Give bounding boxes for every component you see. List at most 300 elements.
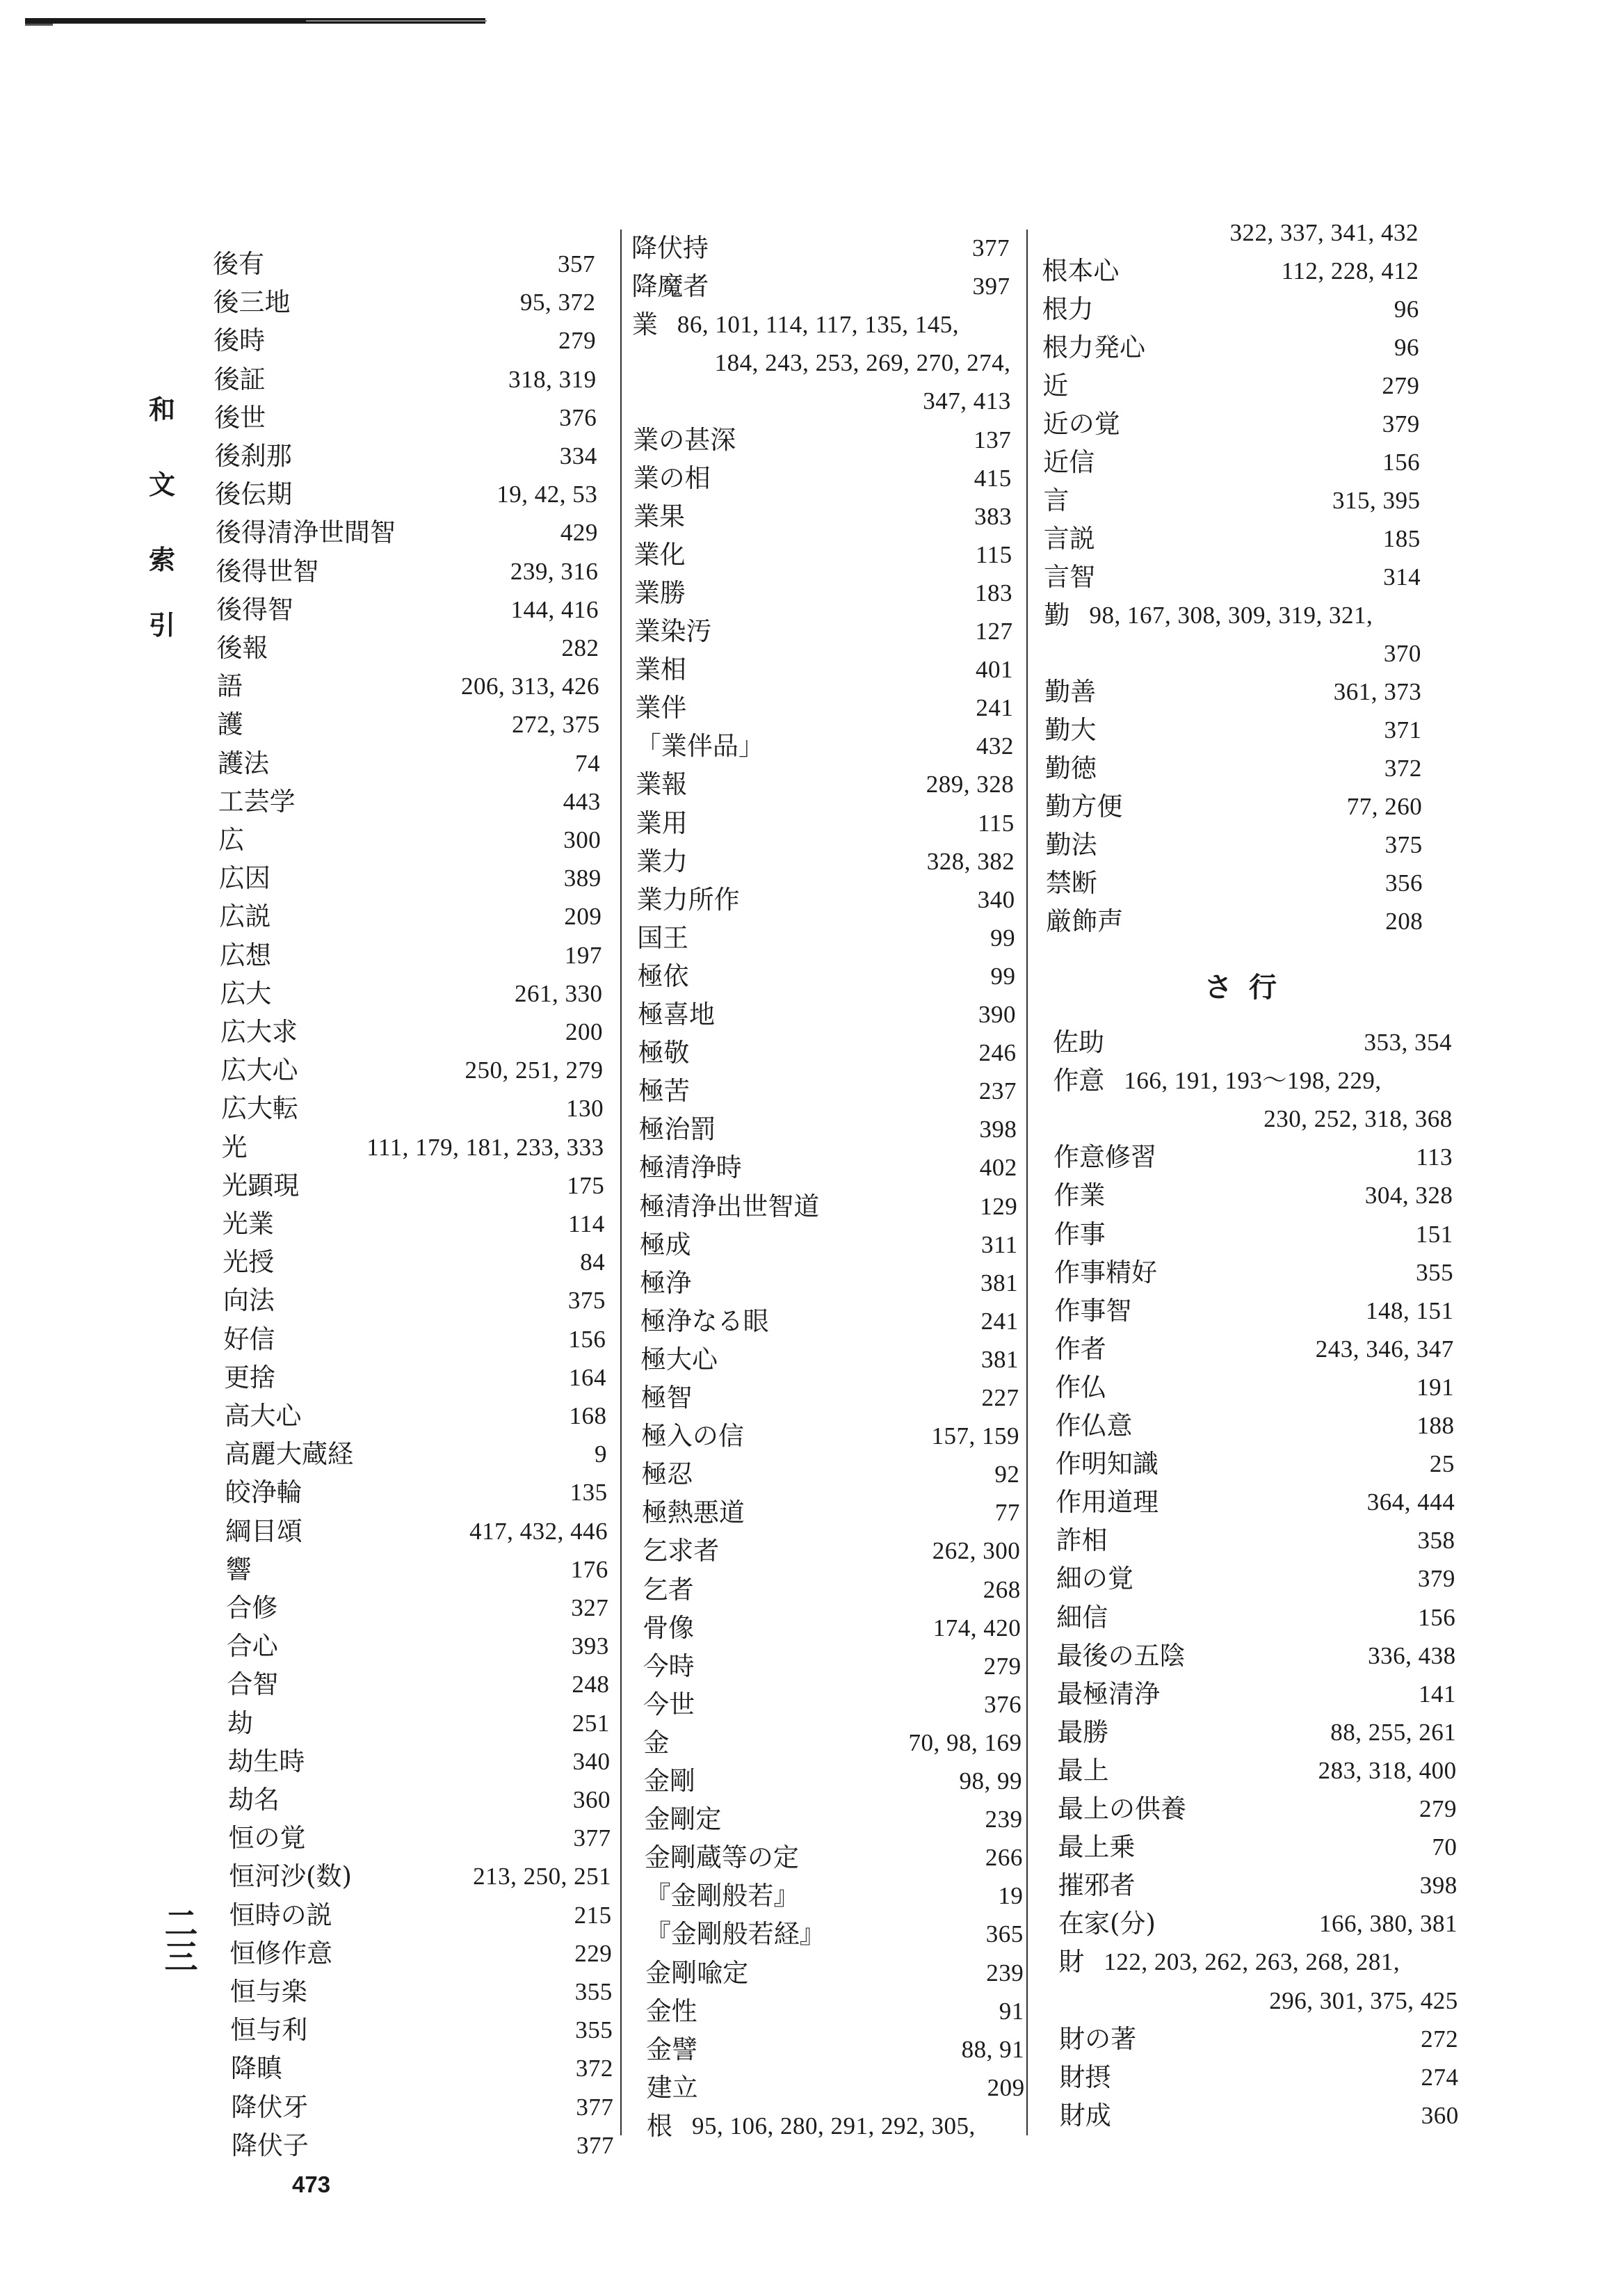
index-term: 業力所作 — [636, 884, 740, 915]
index-term: 降伏子 — [231, 2130, 309, 2160]
index-term: 乞求者 — [642, 1536, 720, 1566]
index-pages: 377 — [576, 2093, 614, 2121]
index-pages: 375 — [567, 1287, 606, 1315]
index-entry — [224, 1359, 606, 1397]
index-entry — [226, 1551, 608, 1589]
index-entry — [645, 1839, 1023, 1877]
index-entry — [635, 651, 1013, 689]
index-term: 業勝 — [634, 577, 686, 608]
index-term: 作者 — [1054, 1333, 1106, 1364]
index-entry — [220, 1013, 603, 1051]
index-term: 近信 — [1043, 447, 1095, 477]
index-term: 勤方便 — [1045, 792, 1123, 821]
index-pages: 279 — [1382, 372, 1420, 399]
index-entry — [227, 1666, 609, 1703]
index-pages: 371 — [1384, 716, 1422, 744]
index-entry — [647, 2108, 1025, 2145]
index-pages: 361, 373 — [1333, 678, 1422, 705]
index-term: 後報 — [216, 633, 268, 663]
index-term: 極清浄時 — [638, 1153, 742, 1183]
index-entry — [1044, 635, 1421, 673]
index-term: 財摂 — [1059, 2062, 1111, 2092]
index-pages: 364, 444 — [1366, 1488, 1455, 1516]
index-pages: 322, 337, 341, 432 — [1229, 219, 1419, 246]
index-term: 極大心 — [640, 1344, 718, 1374]
index-pages: 111, 179, 181, 233, 333 — [366, 1133, 604, 1161]
index-pages: 122, 203, 262, 263, 268, 281, — [1104, 1948, 1400, 1976]
index-pages: 336, 438 — [1368, 1641, 1456, 1669]
index-term: 恒修作意 — [229, 1938, 333, 1968]
index-entry — [631, 268, 1010, 305]
index-term: 作仏意 — [1055, 1411, 1133, 1440]
index-pages: 365 — [985, 1920, 1024, 1948]
index-entry — [633, 422, 1011, 459]
index-entry — [1058, 1905, 1458, 1943]
index-term: 降魔者 — [631, 271, 709, 302]
index-pages: 340 — [572, 1747, 611, 1775]
index-pages: 262, 300 — [932, 1537, 1021, 1565]
index-pages: 239, 316 — [510, 557, 599, 585]
index-pages: 213, 250, 251 — [473, 1863, 612, 1890]
index-term: 乞者 — [642, 1574, 694, 1605]
index-entry — [1058, 1790, 1457, 1828]
index-term: 極清浄出世智道 — [639, 1191, 820, 1221]
index-entry — [1057, 1676, 1456, 1713]
index-term: 最上乗 — [1058, 1832, 1136, 1863]
index-entry — [1057, 1637, 1456, 1675]
index-term: 極入の信 — [640, 1421, 744, 1452]
index-entry — [636, 766, 1014, 803]
index-entry — [1044, 673, 1421, 711]
index-pages: 151 — [1415, 1220, 1453, 1248]
index-term: 最上 — [1057, 1755, 1109, 1785]
index-entry — [213, 246, 595, 283]
index-pages: 70 — [1432, 1833, 1458, 1861]
index-term: 禁断 — [1045, 868, 1097, 898]
index-term: 極喜地 — [638, 1000, 715, 1029]
side-label-4: 引 — [149, 609, 176, 641]
index-entry — [227, 1705, 610, 1742]
index-entry — [644, 1801, 1022, 1838]
index-term: 劫生時 — [227, 1746, 305, 1776]
index-pages: 261, 330 — [514, 979, 603, 1007]
index-term: 恒時の説 — [229, 1900, 332, 1930]
index-pages: 377 — [972, 234, 1010, 262]
index-pages: 168 — [569, 1402, 607, 1429]
index-pages: 230, 252, 318, 368 — [1263, 1105, 1453, 1133]
index-term: 恒与利 — [230, 2015, 308, 2046]
index-term: 在家(分) — [1058, 1909, 1156, 1939]
index-pages: 248 — [572, 1671, 610, 1699]
index-term: 作事 — [1053, 1219, 1106, 1249]
index-entry — [1058, 1943, 1458, 1981]
index-entry — [225, 1397, 607, 1435]
index-pages: 355 — [575, 2016, 613, 2044]
index-term: 広説 — [219, 901, 271, 932]
index-entry — [635, 613, 1013, 650]
index-entry — [641, 1418, 1019, 1455]
index-term: 降伏牙 — [231, 2092, 309, 2122]
index-term: 響 — [225, 1554, 252, 1584]
index-term: 最勝 — [1057, 1717, 1109, 1747]
index-entry — [1055, 1331, 1454, 1368]
index-entry — [636, 728, 1014, 765]
index-entry — [645, 1877, 1023, 1915]
index-term: 極智 — [640, 1383, 693, 1413]
index-term: 業報 — [636, 769, 688, 800]
index-pages: 239 — [986, 1959, 1024, 1986]
index-entry — [225, 1436, 607, 1473]
index-term: 「業伴品」 — [635, 731, 764, 762]
index-term: 極治罰 — [638, 1114, 716, 1145]
index-entry — [633, 383, 1011, 420]
index-entry — [229, 1820, 611, 1857]
index-term: 業の相 — [633, 463, 711, 493]
index-entry — [229, 1897, 612, 1934]
index-pages: 99 — [990, 962, 1016, 990]
index-entry — [1059, 2059, 1458, 2096]
column-divider-1 — [620, 230, 622, 2135]
index-term: 詐相 — [1056, 1525, 1108, 1556]
index-term: 合修 — [226, 1593, 278, 1623]
index-pages: 166, 380, 381 — [1319, 1910, 1458, 1938]
top-rule-thin — [306, 20, 487, 22]
index-term: 極苦 — [638, 1076, 690, 1107]
index-term: 広想 — [219, 940, 271, 970]
index-pages: 251 — [572, 1709, 610, 1737]
side-label-1: 和 — [149, 394, 176, 425]
index-entry — [631, 230, 1010, 267]
index-entry — [638, 1034, 1016, 1072]
index-pages: 357 — [558, 250, 595, 278]
index-pages: 166, 191, 193〜198, 229, — [1124, 1067, 1382, 1095]
index-entry — [1056, 1484, 1455, 1521]
index-pages: 314 — [1383, 563, 1421, 591]
index-pages: 92 — [994, 1461, 1020, 1488]
index-entry — [1056, 1445, 1455, 1483]
index-entry — [1056, 1599, 1455, 1637]
index-term: 綱目頌 — [225, 1516, 303, 1546]
index-pages: 334 — [559, 442, 597, 469]
index-pages: 96 — [1394, 296, 1419, 323]
index-term: 後得世智 — [216, 556, 319, 586]
index-term: 『金剛般若経』 — [645, 1919, 825, 1950]
index-pages: 184, 243, 253, 269, 270, 274, — [714, 349, 1011, 377]
index-term: 護法 — [218, 748, 270, 778]
index-entry — [221, 1090, 604, 1127]
index-pages: 376 — [984, 1690, 1022, 1718]
index-pages: 401 — [975, 656, 1013, 684]
index-pages: 372 — [575, 2055, 613, 2082]
index-pages: 393 — [571, 1632, 609, 1660]
index-pages: 237 — [978, 1077, 1017, 1105]
index-term: 最上の供養 — [1058, 1794, 1186, 1824]
index-term: 厳飾声 — [1046, 906, 1124, 936]
index-pages: 98, 99 — [959, 1767, 1022, 1795]
index-pages: 156 — [1418, 1603, 1456, 1631]
index-pages: 135 — [570, 1479, 608, 1507]
index-entry — [636, 843, 1015, 881]
index-pages: 250, 251, 279 — [465, 1057, 604, 1084]
index-pages: 377 — [576, 2131, 614, 2159]
index-entry — [1043, 406, 1420, 443]
index-entry — [638, 1073, 1017, 1110]
index-entry — [643, 1609, 1021, 1647]
index-term: 向法 — [223, 1285, 275, 1316]
index-entry — [639, 1149, 1017, 1187]
index-pages: 390 — [978, 1001, 1016, 1028]
index-entry — [1053, 1100, 1453, 1138]
index-pages: 375 — [1384, 831, 1423, 858]
index-term: 広因 — [218, 863, 270, 894]
index-entry — [216, 591, 599, 629]
index-entry — [1043, 444, 1420, 481]
index-entry — [638, 958, 1016, 995]
index-term: 合心 — [226, 1631, 278, 1662]
index-term: 業染汚 — [634, 616, 712, 646]
index-pages: 372 — [1384, 755, 1422, 782]
index-pages: 227 — [981, 1384, 1019, 1411]
index-term: 合智 — [227, 1669, 279, 1700]
index-pages: 243, 346, 347 — [1315, 1335, 1454, 1363]
index-term: 金譬 — [646, 2034, 698, 2064]
index-pages: 209 — [564, 903, 602, 931]
index-term: 金剛 — [644, 1766, 695, 1796]
index-term: 護 — [217, 709, 243, 740]
index-entry — [226, 1589, 608, 1627]
index-term: 金剛蔵等の定 — [644, 1843, 799, 1873]
index-pages: 137 — [974, 426, 1012, 453]
index-entry — [215, 476, 597, 513]
index-term: 広大 — [220, 978, 272, 1009]
index-term: 『金剛般若』 — [645, 1881, 800, 1911]
index-term: 今世 — [643, 1689, 695, 1719]
index-term: 後証 — [213, 364, 266, 394]
index-entry — [1056, 1522, 1455, 1559]
index-pages: 272, 375 — [512, 711, 600, 739]
index-entry — [632, 344, 1010, 382]
index-pages: 25 — [1429, 1450, 1455, 1478]
index-pages: 188 — [1416, 1412, 1455, 1439]
index-term: 今時 — [643, 1651, 695, 1681]
index-term: 降伏持 — [631, 233, 709, 263]
index-entry — [641, 1379, 1019, 1417]
index-pages: 197 — [564, 941, 602, 969]
index-pages: 356 — [1384, 869, 1423, 897]
index-term: 極浄 — [640, 1267, 692, 1298]
index-pages: 282 — [561, 634, 599, 661]
index-entry — [216, 553, 598, 591]
side-label-3: 索 — [149, 544, 176, 575]
index-entry — [640, 1265, 1018, 1302]
index-term: 勤法 — [1045, 830, 1097, 860]
index-pages: 88, 91 — [961, 2035, 1025, 2063]
index-term: 業相 — [634, 655, 686, 685]
index-entry — [1042, 291, 1419, 328]
index-pages: 239 — [985, 1806, 1023, 1833]
index-pages: 266 — [985, 1844, 1023, 1872]
index-entry — [634, 575, 1012, 612]
index-entry — [644, 1763, 1022, 1800]
index-entry — [218, 821, 601, 859]
index-pages: 360 — [1421, 2101, 1459, 2129]
index-pages: 315, 395 — [1332, 487, 1421, 514]
index-term: 勤大 — [1044, 715, 1097, 745]
index-term: 工芸学 — [218, 786, 296, 817]
index-term: 根本心 — [1042, 256, 1120, 286]
index-entry — [1055, 1369, 1454, 1406]
index-pages: 95, 106, 280, 291, 292, 305, — [692, 2112, 976, 2140]
index-entry — [221, 1052, 604, 1089]
index-entry — [219, 860, 601, 897]
index-entry — [646, 2031, 1024, 2069]
index-entry — [216, 514, 598, 552]
index-entry — [1042, 214, 1419, 252]
index-entry — [642, 1494, 1020, 1532]
index-entry — [1054, 1292, 1453, 1330]
index-pages: 112, 228, 412 — [1281, 257, 1419, 284]
index-pages: 176 — [570, 1555, 608, 1583]
index-pages: 229 — [574, 1939, 613, 1967]
index-term: 広大転 — [221, 1093, 299, 1124]
index-entry — [1044, 597, 1421, 634]
column-divider-2 — [1026, 230, 1028, 2135]
index-entry — [213, 284, 596, 321]
index-pages: 174, 420 — [932, 1614, 1022, 1641]
index-entry — [640, 1341, 1019, 1379]
index-term: 後刹那 — [214, 441, 292, 471]
index-entry — [1059, 2021, 1458, 2058]
index-term: 業伴 — [635, 693, 687, 723]
index-pages: 279 — [558, 327, 597, 355]
index-pages: 381 — [981, 1345, 1019, 1373]
index-entry — [645, 1954, 1024, 1992]
index-entry — [220, 975, 602, 1013]
index-entry — [644, 1724, 1022, 1762]
index-entry — [231, 2050, 613, 2087]
index-entry — [1044, 520, 1421, 558]
index-term: 後得智 — [216, 594, 293, 625]
index-pages: 318, 319 — [508, 365, 597, 393]
index-term: 広大求 — [220, 1017, 298, 1047]
index-term: 劫名 — [228, 1785, 280, 1815]
index-pages: 241 — [980, 1307, 1019, 1335]
index-term: 勤 — [1044, 600, 1070, 630]
index-pages: 347, 413 — [923, 387, 1011, 415]
index-entry — [1057, 1714, 1456, 1751]
index-entry — [1045, 788, 1422, 826]
index-term: 極依 — [637, 961, 689, 991]
index-entry — [1044, 559, 1421, 596]
index-pages: 304, 328 — [1364, 1182, 1453, 1210]
index-term: 近 — [1042, 371, 1069, 401]
index-term: 後三地 — [213, 287, 291, 318]
index-pages: 417, 432, 446 — [469, 1517, 608, 1545]
index-entry — [643, 1571, 1021, 1609]
index-entry — [1042, 252, 1419, 290]
index-term: 金性 — [645, 1996, 697, 2026]
index-entry — [647, 2069, 1025, 2107]
index-entry — [638, 996, 1016, 1034]
index-entry — [229, 1935, 612, 1973]
index-pages: 96 — [1394, 334, 1420, 361]
index-pages: 206, 313, 426 — [461, 673, 600, 700]
index-term: 建立 — [646, 2072, 698, 2103]
index-entry — [1046, 865, 1423, 902]
index-entry — [637, 920, 1015, 957]
index-entry — [1053, 1062, 1452, 1100]
index-entry — [1045, 712, 1422, 749]
index-term: 業 — [631, 310, 658, 340]
section-heading-sa-gyo: さ行 — [1204, 971, 1293, 1004]
index-entry — [632, 306, 1010, 344]
index-term: 業用 — [636, 808, 688, 838]
index-entry — [1053, 1139, 1453, 1176]
index-pages: 340 — [977, 885, 1015, 913]
index-term: 細信 — [1056, 1602, 1108, 1632]
index-term: 後有 — [213, 249, 264, 279]
index-term: 業果 — [633, 501, 686, 531]
index-entry — [1058, 1752, 1457, 1790]
index-pages: 279 — [1419, 1795, 1457, 1822]
index-term: 後時 — [213, 326, 266, 356]
index-term: 高麗大蔵経 — [225, 1439, 354, 1470]
index-entry — [639, 1188, 1017, 1226]
index-pages: 327 — [571, 1594, 609, 1621]
index-term: 業力 — [636, 846, 688, 876]
index-entry — [218, 706, 600, 744]
index-pages: 279 — [983, 1652, 1022, 1680]
index-pages: 274 — [1421, 2063, 1459, 2091]
index-term: 財成 — [1059, 2100, 1111, 2130]
index-pages: 328, 382 — [926, 847, 1015, 875]
index-term: 細の覚 — [1056, 1564, 1133, 1594]
index-pages: 156 — [568, 1325, 606, 1353]
index-entry — [643, 1648, 1022, 1685]
index-entry — [633, 460, 1012, 497]
index-term: 言 — [1043, 485, 1069, 515]
index-pages: 88, 255, 261 — [1330, 1718, 1457, 1746]
index-term: 広大心 — [220, 1055, 298, 1086]
index-pages: 432 — [976, 732, 1014, 760]
index-pages: 376 — [559, 403, 597, 431]
index-pages: 360 — [573, 1786, 611, 1813]
index-pages: 355 — [1416, 1258, 1454, 1286]
index-entry — [1060, 2097, 1459, 2135]
index-pages: 289, 328 — [926, 771, 1015, 798]
index-term: 作仏 — [1055, 1372, 1107, 1402]
top-speck — [25, 24, 53, 26]
index-entry — [214, 361, 597, 399]
index-pages: 429 — [560, 519, 598, 547]
index-pages: 397 — [972, 273, 1010, 300]
index-term: 根力発心 — [1042, 332, 1146, 362]
index-entry — [1042, 367, 1419, 405]
index-term: 極熱悪道 — [641, 1498, 745, 1528]
index-entry — [634, 536, 1012, 574]
index-term: 語 — [217, 671, 243, 702]
index-term: 作意 — [1053, 1066, 1105, 1096]
index-entry — [227, 1628, 609, 1665]
index-term: 業化 — [633, 539, 686, 570]
index-term: 好信 — [223, 1324, 275, 1354]
index-pages: 355 — [574, 1978, 613, 2005]
index-term: 作事精好 — [1054, 1257, 1158, 1287]
index-pages: 398 — [1419, 1872, 1458, 1900]
index-entry — [219, 898, 601, 936]
index-pages: 246 — [978, 1039, 1017, 1067]
index-entry — [633, 498, 1012, 536]
